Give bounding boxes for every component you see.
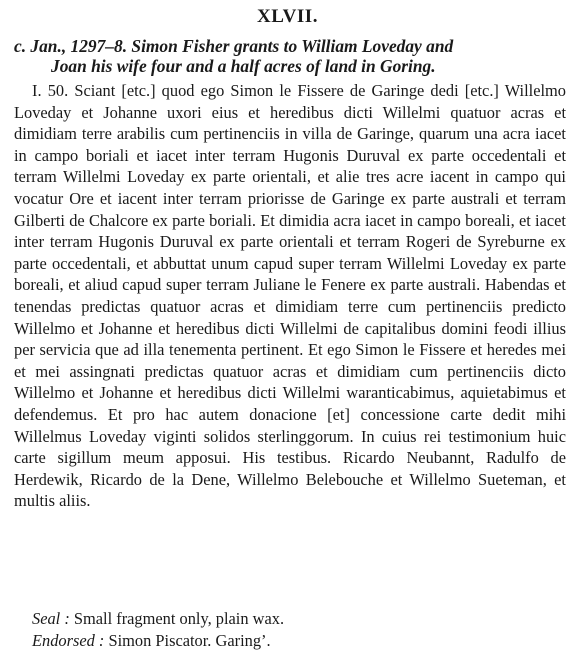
seal-note (32, 608, 284, 630)
document-number-heading: XLVII. (257, 6, 318, 27)
charter-paragraph (14, 80, 566, 512)
endorsement-note (32, 630, 271, 652)
document-summary (14, 36, 564, 76)
endorsed-value: Simon Piscator. Garing’. (108, 631, 271, 650)
document-reference: I. 50. (32, 81, 69, 100)
charter-text (14, 80, 566, 512)
summary-text-line1: Simon Fisher grants to William Loveday and (131, 36, 454, 56)
seal-label: Seal : (32, 609, 70, 628)
summary-date: c. Jan., 1297–8. (14, 36, 128, 56)
charter-body-text: Sciant [etc.] quod ego Simon le Fissere de Garinge dedi [etc.] Willelmo Loveday et Johanne uxori eius et heredibus dicti Willelmi quatuor acras et dimidiam terre arabilis cum pertinenciis in villa de Garinge, quarum una acra iacet in campo boriali et iacet inter terram Hugonis Duruval ex parte occedentali et terram Willelmi Loveday ex parte orientali, et alie tres acre iacent in campo qui vocatur Ore et iacent inter terram priorisse de Garinge ex parte australi et terram Gilberti de Chalcore ex parte boriali. Et dimidia acra iacet in campo boreali, et iacet inter terram Hugonis Duruval ex parte orientali et terram Rogeri de Syreburne ex parte occedentali, et abbuttat unum capud super terram Willelmi Loveday ex parte boreali, et aliud capud super terram Juliane le Fenere ex parte australi. Habendas et tenendas predictas quatuor acras et dimidiam terre cum pertinenciis predicto Willelmo et Johanne et heredibus dicti Willelmi de capitalibus domini feodi illius per servicia que ad illa tenementa pertinent. Et ego Simon le Fissere et heredes mei et mei assingnati predictas quatuor acras et dimidiam cum pertinenciis dicto Willelmo et Johanne et heredibus dicti Willelmi waranticabimus, aquietabimus et defendemus. Et pro hac autem donacione [et] concessione carte dedit mihi Willelmus Loveday viginti solidos sterlinggorum. In cuius rei testimonium huic carte sigillum meum apposui. His testibus. Ricardo Neubannt, Radulfo de Herdewik, Ricardo de la Dene, Willelmo Belebouche et Willelmo Sueteman, et multis aliis. (14, 81, 566, 511)
summary-text-line2: Joan his wife four and a half acres of land in Goring. (51, 56, 436, 76)
endorsed-label: Endorsed : (32, 631, 105, 650)
seal-value: Small fragment only, plain wax. (73, 609, 285, 628)
